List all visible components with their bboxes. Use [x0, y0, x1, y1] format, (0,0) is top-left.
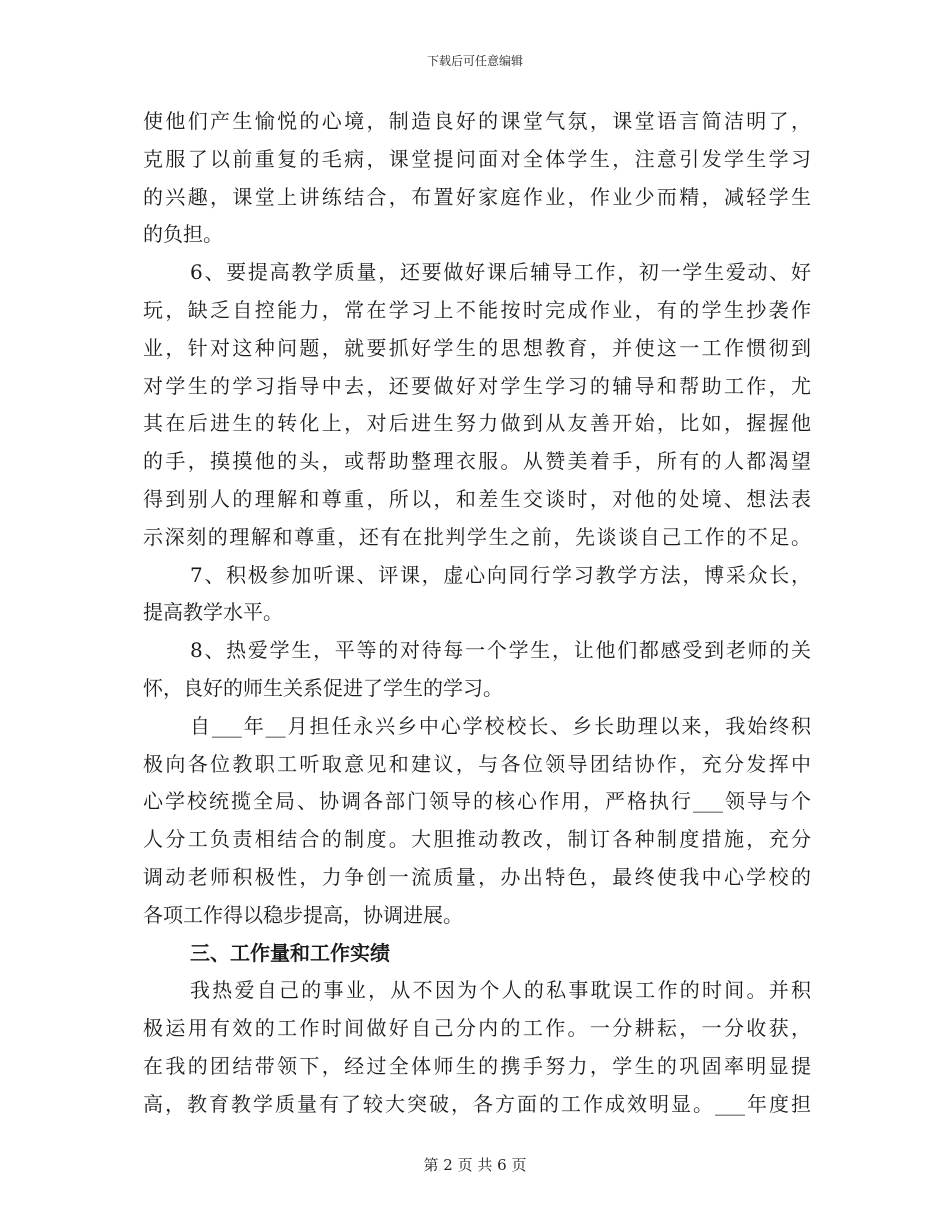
text-line: 的负担。 — [143, 222, 223, 247]
text-line: 的兴趣，课堂上讲练结合，布置好家庭作业，作业少而精，减轻学生 — [143, 184, 811, 209]
paragraph-start-line: 我热爱自己的事业，从不因为个人的私事耽误工作的时间。并积 — [190, 978, 811, 1003]
paragraph-start-line: 自___年__月担任永兴乡中心学校校长、乡长助理以来，我始终积 — [190, 713, 811, 738]
text-line: 各项工作得以稳步提高，协调进展。 — [143, 902, 463, 927]
text-line: 提高教学水平。 — [143, 600, 283, 625]
text-line: 克服了以前重复的毛病，课堂提问面对全体学生，注意引发学生学习 — [143, 146, 811, 171]
text-line: 极运用有效的工作时间做好自己分内的工作。一分耕耘，一分收获， — [143, 1016, 811, 1041]
text-line: 人分工负责相结合的制度。大胆推动教改，制订各种制度措施，充分 — [143, 827, 811, 852]
text-line: 业，针对这种问题，就要抓好学生的思想教育，并使这一工作惯彻到 — [143, 335, 811, 360]
paragraph-start-line: 6、要提高教学质量，还要做好课后辅导工作，初一学生爱动、好 — [190, 260, 811, 285]
text-line: 心学校统揽全局、协调各部门领导的核心作用，严格执行___领导与个 — [143, 789, 811, 814]
document-body — [143, 103, 811, 1124]
text-line: 高，教育教学质量有了较大突破，各方面的工作成效明显。___年度担 — [143, 1091, 811, 1116]
text-line: 在我的团结带领下，经过全体师生的携手努力，学生的巩固率明显提 — [143, 1053, 811, 1078]
text-line: 对学生的学习指导中去，还要做好对学生学习的辅导和帮助工作，尤 — [143, 373, 811, 398]
text-line: 极向各位教职工听取意见和建议，与各位领导团结协作，充分发挥中 — [143, 751, 811, 776]
text-line: 得到别人的理解和尊重，所以，和差生交谈时，对他的处境、想法表 — [143, 486, 811, 511]
page-header: 下载后可任意编辑 — [426, 54, 523, 68]
text-line: 调动老师积极性，力争创一流质量，办出特色，最终使我中心学校的 — [143, 864, 811, 889]
paragraph-start-line: 7、积极参加听课、评课，虚心向同行学习教学方法，博采众长， — [190, 562, 811, 587]
text-line: 使他们产生愉悦的心境，制造良好的课堂气氛，课堂语言简洁明了， — [143, 109, 811, 133]
paragraph-start-line: 8、热爱学生，平等的对待每一个学生，让他们都感受到老师的关 — [190, 638, 811, 663]
text-line: 玩，缺乏自控能力，常在学习上不能按时完成作业，有的学生抄袭作 — [143, 297, 811, 322]
text-line: 的手，摸摸他的头，或帮助整理衣服。从赞美着手，所有的人都渴望 — [143, 449, 811, 474]
section-heading: 三、工作量和工作实绩 — [190, 940, 390, 965]
page-number-footer: 第 2 页 共 6 页 — [423, 1156, 527, 1174]
text-line: 怀，良好的师生关系促进了学生的学习。 — [143, 675, 503, 700]
text-line: 示深刻的理解和尊重，还有在批判学生之前，先谈谈自己工作的不足。 — [143, 524, 811, 549]
text-line: 其在后进生的转化上，对后进生努力做到从友善开始，比如，握握他 — [143, 411, 811, 436]
